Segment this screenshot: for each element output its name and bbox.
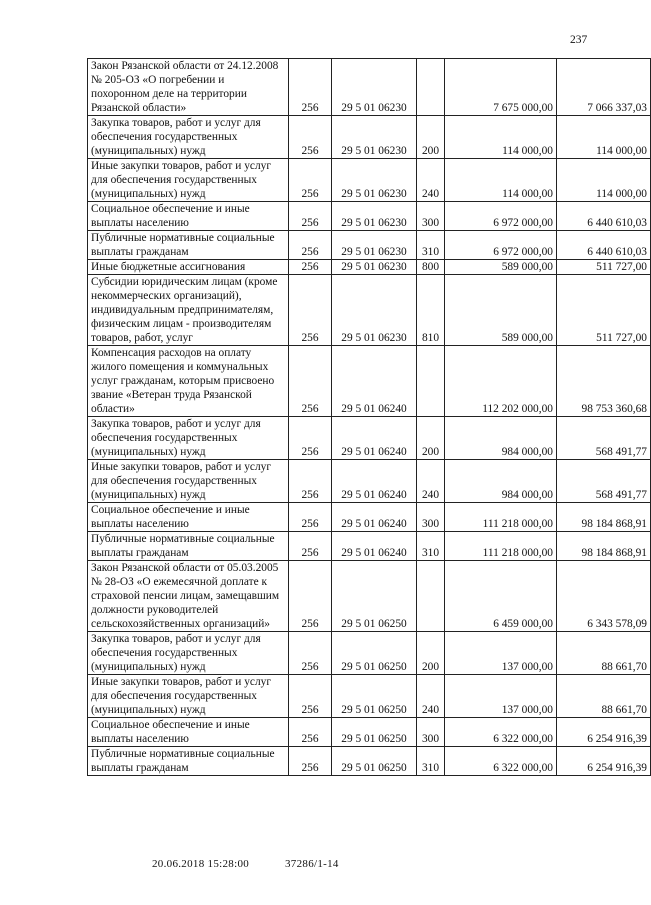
row-planned-amount: 114 000,00 (445, 116, 557, 159)
row-expense-type: 300 (417, 503, 445, 532)
row-executed-amount: 6 440 610,03 (557, 202, 651, 231)
row-planned-amount: 7 675 000,00 (445, 59, 557, 116)
row-admin-code: 256 (289, 159, 332, 202)
row-expense-type: 310 (417, 747, 445, 776)
row-executed-amount: 568 491,77 (557, 460, 651, 503)
row-executed-amount: 98 753 360,68 (557, 346, 651, 417)
row-planned-amount: 589 000,00 (445, 260, 557, 275)
table-row (88, 159, 651, 202)
row-admin-code: 256 (289, 747, 332, 776)
row-planned-amount: 114 000,00 (445, 159, 557, 202)
row-target-article: 29 5 01 06240 (332, 346, 417, 417)
row-planned-amount: 137 000,00 (445, 675, 557, 718)
row-executed-amount: 511 727,00 (557, 275, 651, 346)
row-target-article: 29 5 01 06230 (332, 159, 417, 202)
row-target-article: 29 5 01 06240 (332, 503, 417, 532)
budget-table-body (88, 59, 651, 776)
row-admin-code: 256 (289, 417, 332, 460)
row-name: Иные закупки товаров, работ и услуг для обеспечения государственных (муниципальных) нужд (88, 159, 289, 202)
table-row (88, 675, 651, 718)
row-planned-amount: 111 218 000,00 (445, 532, 557, 561)
table-row (88, 747, 651, 776)
row-expense-type: 310 (417, 231, 445, 260)
table-row (88, 202, 651, 231)
row-target-article: 29 5 01 06250 (332, 561, 417, 632)
row-executed-amount: 98 184 868,91 (557, 503, 651, 532)
row-expense-type (417, 59, 445, 116)
row-admin-code: 256 (289, 718, 332, 747)
row-admin-code: 256 (289, 275, 332, 346)
row-target-article: 29 5 01 06230 (332, 202, 417, 231)
row-name: Закупка товаров, работ и услуг для обеспечения государственных (муниципальных) нужд (88, 417, 289, 460)
row-name: Публичные нормативные социальные выплаты гражданам (88, 231, 289, 260)
row-target-article: 29 5 01 06240 (332, 417, 417, 460)
row-executed-amount: 88 661,70 (557, 632, 651, 675)
row-planned-amount: 112 202 000,00 (445, 346, 557, 417)
row-executed-amount: 6 254 916,39 (557, 718, 651, 747)
row-target-article: 29 5 01 06230 (332, 116, 417, 159)
row-target-article: 29 5 01 06250 (332, 747, 417, 776)
row-executed-amount: 114 000,00 (557, 159, 651, 202)
row-target-article: 29 5 01 06240 (332, 460, 417, 503)
table-row (88, 231, 651, 260)
row-admin-code: 256 (289, 116, 332, 159)
row-planned-amount: 137 000,00 (445, 632, 557, 675)
row-planned-amount: 6 972 000,00 (445, 231, 557, 260)
row-name: Иные закупки товаров, работ и услуг для обеспечения государственных (муниципальных) нужд (88, 460, 289, 503)
row-expense-type: 200 (417, 417, 445, 460)
row-admin-code: 256 (289, 532, 332, 561)
row-target-article: 29 5 01 06240 (332, 532, 417, 561)
row-executed-amount: 6 343 578,09 (557, 561, 651, 632)
row-executed-amount: 114 000,00 (557, 116, 651, 159)
row-executed-amount: 7 066 337,03 (557, 59, 651, 116)
row-name: Социальное обеспечение и иные выплаты населению (88, 718, 289, 747)
row-expense-type (417, 346, 445, 417)
row-expense-type: 810 (417, 275, 445, 346)
row-planned-amount: 984 000,00 (445, 460, 557, 503)
row-expense-type (417, 561, 445, 632)
row-expense-type: 240 (417, 675, 445, 718)
row-admin-code: 256 (289, 202, 332, 231)
row-planned-amount: 6 972 000,00 (445, 202, 557, 231)
row-target-article: 29 5 01 06250 (332, 632, 417, 675)
row-executed-amount: 6 254 916,39 (557, 747, 651, 776)
row-target-article: 29 5 01 06230 (332, 275, 417, 346)
row-name: Закупка товаров, работ и услуг для обеспечения государственных (муниципальных) нужд (88, 632, 289, 675)
row-admin-code: 256 (289, 59, 332, 116)
row-expense-type: 300 (417, 718, 445, 747)
row-expense-type: 200 (417, 632, 445, 675)
row-admin-code: 256 (289, 460, 332, 503)
row-name: Компенсация расходов на оплату жилого помещения и коммунальных услуг гражданам, которым присвоено звание «Ветеран труда Рязанской области» (88, 346, 289, 417)
row-name: Субсидии юридическим лицам (кроме некоммерческих организаций), индивидуальным предпринимателям, физическим лицам - производителям товаров, работ, услуг (88, 275, 289, 346)
row-name: Закупка товаров, работ и услуг для обеспечения государственных (муниципальных) нужд (88, 116, 289, 159)
budget-table (87, 58, 651, 776)
footer-document-id: 37286/1-14 (285, 858, 339, 870)
row-planned-amount: 6 322 000,00 (445, 747, 557, 776)
row-admin-code: 256 (289, 231, 332, 260)
row-admin-code: 256 (289, 561, 332, 632)
table-row (88, 561, 651, 632)
table-row (88, 346, 651, 417)
table-row (88, 718, 651, 747)
row-admin-code: 256 (289, 632, 332, 675)
row-admin-code: 256 (289, 675, 332, 718)
footer-timestamp: 20.06.2018 15:28:00 (152, 858, 250, 870)
row-target-article: 29 5 01 06230 (332, 59, 417, 116)
row-executed-amount: 6 440 610,03 (557, 231, 651, 260)
row-expense-type: 300 (417, 202, 445, 231)
table-row (88, 260, 651, 275)
row-planned-amount: 111 218 000,00 (445, 503, 557, 532)
table-row (88, 632, 651, 675)
row-planned-amount: 6 322 000,00 (445, 718, 557, 747)
table-row (88, 116, 651, 159)
row-admin-code: 256 (289, 260, 332, 275)
row-name: Социальное обеспечение и иные выплаты населению (88, 503, 289, 532)
row-executed-amount: 511 727,00 (557, 260, 651, 275)
row-name: Закон Рязанской области от 05.03.2005 № 28-ОЗ «О ежемесячной доплате к страховой пенсии лицам, замещавшим должности руководителей сельскохозяйственных организаций» (88, 561, 289, 632)
page-number: 237 (570, 34, 588, 46)
table-row (88, 417, 651, 460)
row-name: Иные закупки товаров, работ и услуг для обеспечения государственных (муниципальных) нужд (88, 675, 289, 718)
row-planned-amount: 589 000,00 (445, 275, 557, 346)
row-name: Публичные нормативные социальные выплаты гражданам (88, 532, 289, 561)
row-target-article: 29 5 01 06250 (332, 675, 417, 718)
table-row (88, 59, 651, 116)
row-expense-type: 240 (417, 460, 445, 503)
table-row (88, 503, 651, 532)
row-expense-type: 800 (417, 260, 445, 275)
row-name: Закон Рязанской области от 24.12.2008 № 205-ОЗ «О погребении и похоронном деле на территории Рязанской области» (88, 59, 289, 116)
row-name: Иные бюджетные ассигнования (88, 260, 289, 275)
table-row (88, 275, 651, 346)
row-planned-amount: 984 000,00 (445, 417, 557, 460)
row-admin-code: 256 (289, 346, 332, 417)
row-target-article: 29 5 01 06230 (332, 231, 417, 260)
table-row (88, 460, 651, 503)
row-target-article: 29 5 01 06230 (332, 260, 417, 275)
row-target-article: 29 5 01 06250 (332, 718, 417, 747)
row-executed-amount: 568 491,77 (557, 417, 651, 460)
row-admin-code: 256 (289, 503, 332, 532)
row-expense-type: 310 (417, 532, 445, 561)
row-executed-amount: 88 661,70 (557, 675, 651, 718)
row-expense-type: 240 (417, 159, 445, 202)
table-row (88, 532, 651, 561)
row-name: Социальное обеспечение и иные выплаты населению (88, 202, 289, 231)
row-name: Публичные нормативные социальные выплаты гражданам (88, 747, 289, 776)
row-planned-amount: 6 459 000,00 (445, 561, 557, 632)
row-expense-type: 200 (417, 116, 445, 159)
row-executed-amount: 98 184 868,91 (557, 532, 651, 561)
